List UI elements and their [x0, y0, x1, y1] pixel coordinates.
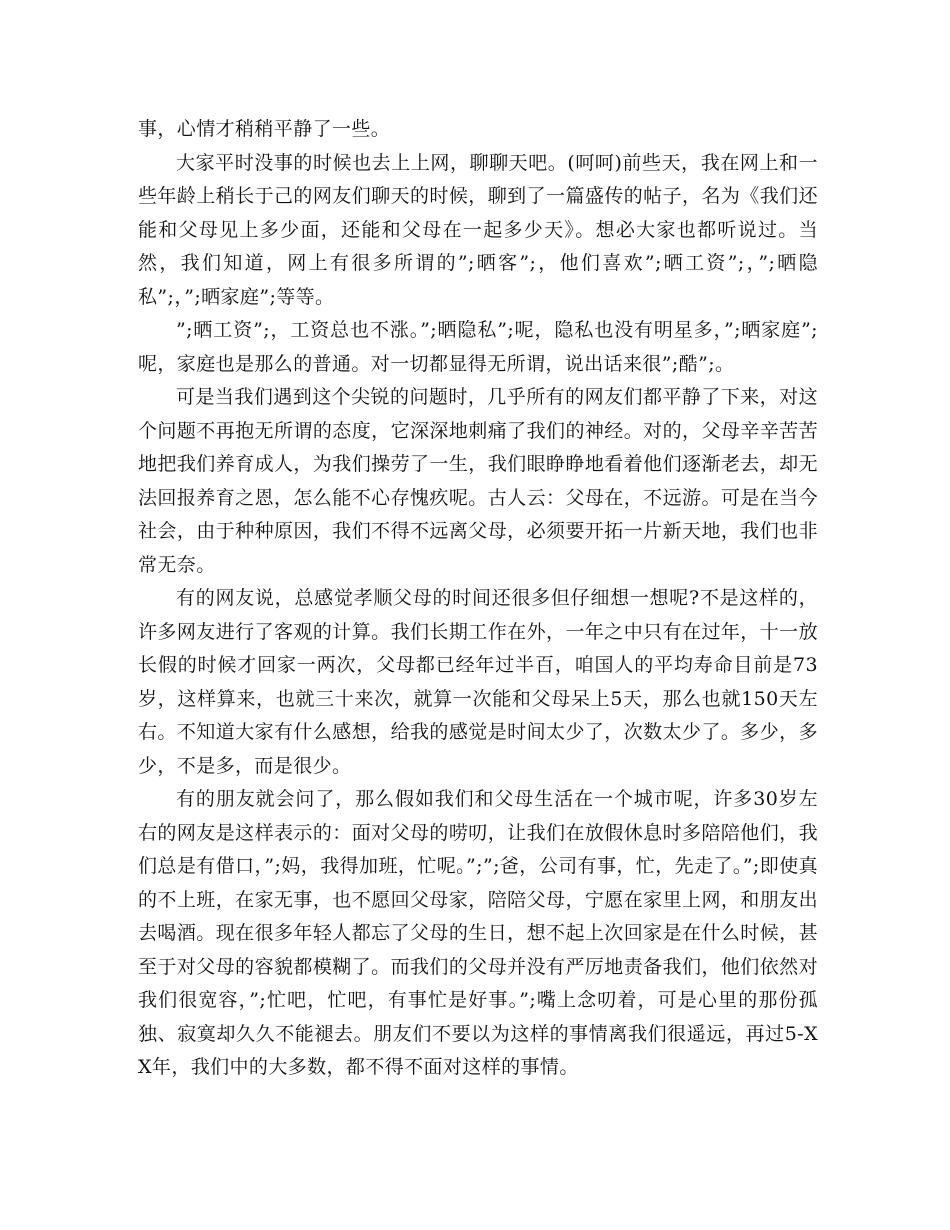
- paragraph-3: ”;晒工资”;，工资总也不涨。”;晒隐私”;呢，隐私也没有明星多，”;晒家庭”;呢，家庭也是那么的普通。对一切都显得无所谓，说出话来很”;酷”;。: [138, 319, 818, 375]
- paragraph-5: 有的网友说，总感觉孝顺父母的时间还很多但仔细想一想呢?不是这样的，许多网友进行了客观的计算。我们长期工作在外，一年之中只有在过年，十一放长假的时候才回家一两次，父母都已经年过半百，咱国人的平均寿命目前是73岁，这样算来，也就三十来次，就算一次能和父母呆上5天，那么也就150天左右。不知道大家有什么感想，给我的感觉是时间太少了，次数太少了。多少，多少，不是多，而是很少。: [138, 587, 818, 777]
- paragraph-1: 事，心情才稍稍平静了一些。: [138, 118, 391, 140]
- document-body: [138, 113, 818, 1085]
- paragraph-6: 有的朋友就会问了，那么假如我们和父母生活在一个城市呢，许多30岁左右的网友是这样表示的：面对父母的唠叨，让我们在放假休息时多陪陪他们，我们总是有借口，”;妈，我得加班，忙呢。”;”;爸，公司有事，忙，先走了。”;即使真的不上班，在家无事，也不愿回父母家，陪陪父母，宁愿在家里上网，和朋友出去喝酒。现在很多年轻人都忘了父母的生日，想不起上次回家是在什么时候，甚至于对父母的容貌都模糊了。而我们的父母并没有严厉地责备我们，他们依然对我们很宽容，”;忙吧，忙吧，有事忙是好事。”;嘴上念叨着，可是心里的那份孤独、寂寞却久久不能褪去。朋友们不要以为这样的事情离我们很遥远，再过5-XX年，我们中的大多数，都不得不面对这样的事情。: [138, 788, 818, 1078]
- paragraph-2: 大家平时没事的时候也去上上网，聊聊天吧。(呵呵)前些天，我在网上和一些年龄上稍长于己的网友们聊天的时候，聊到了一篇盛传的帖子，名为《我们还能和父母见上多少面，还能和父母在一起多少天》。想必大家也都听说过。当然，我们知道，网上有很多所谓的”;晒客”;，他们喜欢”;晒工资”;，”;晒隐私”;，”;晒家庭”;等等。: [138, 151, 818, 308]
- paragraph-4: 可是当我们遇到这个尖锐的问题时，几乎所有的网友们都平静了下来，对这个问题不再抱无所谓的态度，它深深地刺痛了我们的神经。对的，父母辛辛苦苦地把我们养育成人，为我们操劳了一生，我们眼睁睁地看着他们逐渐老去，却无法回报养育之恩，怎么能不心存愧疚呢。古人云：父母在，不远游。可是在当今社会，由于种种原因，我们不得不远离父母，必须要开拓一片新天地，我们也非常无奈。: [138, 386, 818, 576]
